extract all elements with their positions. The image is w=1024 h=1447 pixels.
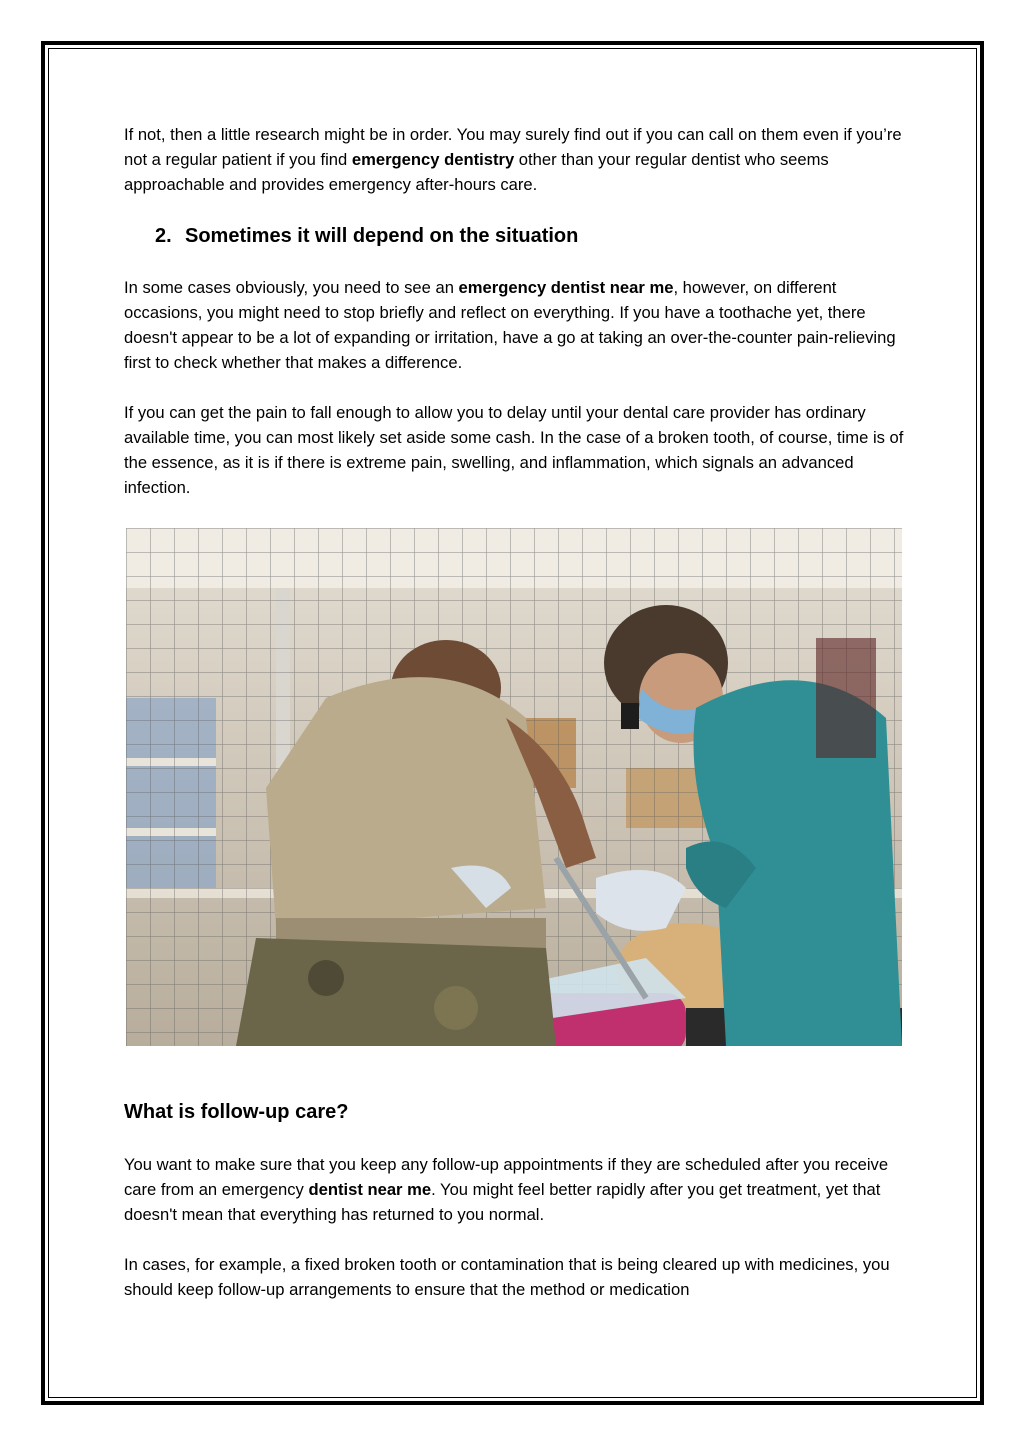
- paragraph-cases: In some cases obviously, you need to see an emergency dentist near me, however, on different occasions, you might need to stop briefly and reflect on everything. If you have a toothache yet, there doesn't appear to be a lot of expanding or irritation, have a go at taking an over-the-counter pain-relieving first to check whether that makes a difference.: [124, 278, 896, 372]
- paragraph-pain: If you can get the pain to fall enough to allow you to delay until your dental care provider has ordinary available time, you can most likely set aside some cash. In the case of a broken tooth, of course, time is of the essence, as it is if there is extreme pain, swelling, and inflammation, which signals an advanced infection.: [124, 403, 904, 497]
- section-heading-situation: 2. Sometimes it will depend on the situation: [155, 225, 579, 247]
- document-body-bottom: [124, 1099, 904, 1302]
- keyword-emergency-dentistry: emergency dentistry: [351, 150, 515, 169]
- document-body-top: [124, 122, 904, 500]
- photo-illustration: [126, 528, 902, 1046]
- paragraph-cases-follow-up: In cases, for example, a fixed broken tooth or contamination that is being cleared up with medicines, you should keep follow-up arrangements to ensure that the method or medication: [124, 1255, 890, 1299]
- dental-treatment-photo: [126, 528, 902, 1046]
- paragraph-follow-up: You want to make sure that you keep any follow-up appointments if they are scheduled after you receive care from an emergency dentist near me. You might feel better rapidly after you get treatment, yet that doesn't mean that everything has returned to you normal.: [124, 1155, 889, 1224]
- section-heading-follow-up: What is follow-up care?: [124, 1101, 349, 1123]
- paragraph-intro: If not, then a little research might be in order. You may surely find out if you can call on them even if you’re not a regular patient if you find emergency dentistry other than your regular dentist who seems approachable and provides emergency after-hours care.: [124, 125, 902, 194]
- keyword-emergency-dentist-near-me: emergency dentist near me: [458, 278, 674, 297]
- keyword-dentist-near-me: dentist near me: [308, 1180, 432, 1199]
